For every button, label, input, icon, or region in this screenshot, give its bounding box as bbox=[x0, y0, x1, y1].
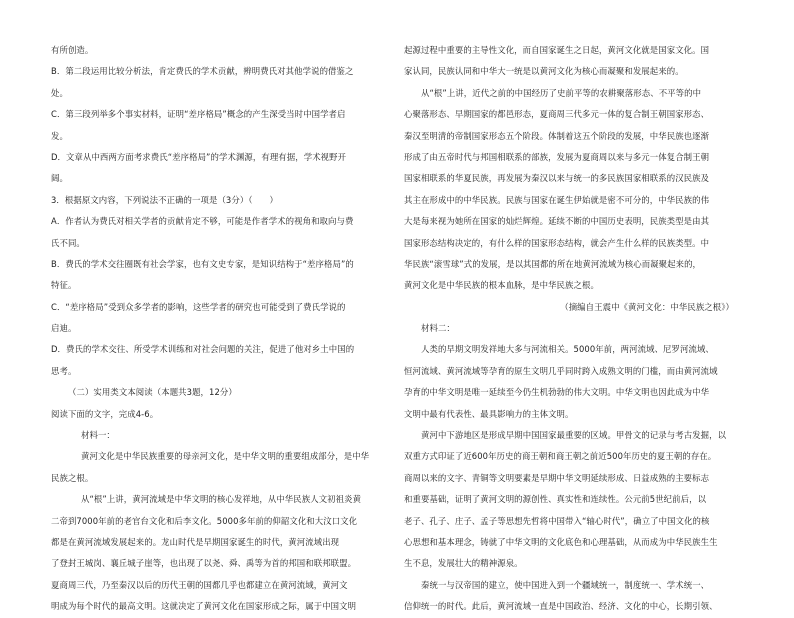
text-line: A．作者认为费氏对相关学者的贡献肯定不够，可能是作者学术的视角和取向与费 bbox=[51, 216, 354, 227]
text-line: 孕育的中华文明是唯一延续至今仍生机勃勃的伟大文明。中华文明也因此成为中华 bbox=[404, 387, 710, 398]
text-line: 国家形态结构决定的，有什么样的国家形态结构，就会产生什么样的民族类型。中 bbox=[404, 237, 710, 248]
text-line: 黄河文化是中华民族重要的母亲河文化，是中华文明的重要组成部分，是中华 bbox=[81, 451, 370, 462]
text-line: 生不息，发展壮大的精神源泉。 bbox=[404, 558, 523, 569]
text-line: （摘编自王震中《黄河文化：中华民族之根》） bbox=[560, 301, 734, 312]
text-line: 心思想和基本理念，铸就了中华文明的文化底色和心理基础，从而成为中华民族生生 bbox=[404, 536, 718, 547]
text-line: 商周以来的文字、青铜等文明要素是早期中华文明延续形成、日益成熟的主要标志 bbox=[404, 472, 710, 483]
text-line: 发。 bbox=[51, 130, 68, 141]
right-column bbox=[404, 40, 756, 618]
text-line: C．第三段列举多个事实材料，证明“差序格局”概念的产生深受当时中国学者启 bbox=[51, 109, 346, 120]
text-line: 都是在黄河流域发展起来的。龙山时代是早期国家诞生的时代，黄河流域出现 bbox=[51, 536, 340, 547]
text-line: 材料一： bbox=[81, 430, 115, 441]
text-line: 夏商周三代，乃至秦汉以后的历代王朝的国都几乎也都建立在黄河流域，黄河文 bbox=[51, 579, 348, 590]
text-line: 秦统一与汉帝国的建立，使中国进入到一个疆域统一，制度统一、学术统一、 bbox=[421, 579, 710, 590]
text-line: （二）实用类文本阅读（本题共3题，12分） bbox=[68, 387, 237, 398]
text-line: 明成为每个时代的最高文明。这就决定了黄河文化在国家形成之际，属于中国文明 bbox=[51, 601, 357, 612]
text-line: 大是每来视为她所在国家的灿烂辉煌。延续不断的中国历史表明，民族类型是由其 bbox=[404, 216, 710, 227]
text-line: B．费氏的学术交往圈既有社会学家，也有文史专家，是知识结构于“差序格局”的 bbox=[51, 258, 354, 269]
text-line: 了登封王城岗、襄丘城子崖等，也出现了以尧、舜、禹等为首的邦国和联邦联盟。 bbox=[51, 558, 357, 569]
text-line: 3．根据原文内容，下列说法不正确的一项是（3分）（ ） bbox=[51, 194, 279, 205]
text-line: 文明中最有代表性、最具影响力的主体文明。 bbox=[404, 408, 574, 419]
text-line: 氏不同。 bbox=[51, 237, 85, 248]
text-line: 信仰统一的时代。此后，黄河流域一直是中国政治、经济、文化的中心，长期引领、 bbox=[404, 601, 718, 612]
text-line: 其主在形成中的中华民族。民族与国家在诞生伊始就是密不可分的，中华民族的伟 bbox=[404, 194, 710, 205]
text-line: 有所创造。 bbox=[51, 45, 94, 55]
text-line: 起源过程中重要的主导性文化，而自国家诞生之日起，黄河文化就是国家文化。国 bbox=[404, 45, 710, 55]
text-line: 二帝到7000年前的老官台文化和后李文化。5000多年前的仰韶文化和大汶口文化 bbox=[51, 515, 358, 526]
left-column bbox=[51, 40, 403, 618]
text-line: D．费氏的学术交往、所受学术训练和对社会问题的关注，促进了他对乡土中国的 bbox=[51, 344, 355, 355]
text-line: 老子、孔子、庄子、孟子等思想先哲将中国带入“轴心时代”，确立了中国文化的核 bbox=[404, 515, 710, 526]
text-line: 心聚落形态、早期国家的都邑形态，夏商周三代多元一体的复合制王朝国家形态、 bbox=[404, 109, 710, 120]
text-line: D．文章从中西两方面考求费氏“差序格局”的学术渊源，有理有据，学术视野开 bbox=[51, 151, 347, 162]
text-line: 国家相联系的华夏民族，再发展为秦汉以来与统一的多民族国家相联系的汉民族及 bbox=[404, 173, 710, 184]
text-line: 启迪。 bbox=[51, 323, 77, 334]
text-line: 黄河文化是中华民族的根本血脉，是中华民族之根。 bbox=[404, 280, 599, 291]
text-line: 和重要基础，证明了黄河文明的源创性、真实性和连续性。公元前5世纪前后，以 bbox=[404, 494, 707, 505]
text-line: 秦汉至明清的帝制国家形态五个阶段。体制着这五个阶段的发展，中华民族也逐渐 bbox=[404, 130, 710, 141]
text-line: 家认同，民族认同和中华大一统是以黄河文化为核心而凝聚和发展起来的。 bbox=[404, 66, 684, 77]
text-line: 阔。 bbox=[51, 173, 68, 184]
text-line: 华民族“滚雪球”式的发展，是以其国都的所在地黄河流域为核心而凝聚起来的， bbox=[404, 258, 702, 269]
text-line: 黄河中下游地区是形成早期中国国家最重要的区域。甲骨文的记录与考古发掘，以 bbox=[421, 430, 727, 441]
text-line: 阅读下面的文字，完成4-6。 bbox=[51, 408, 159, 419]
text-line: B．第二段运用比较分析法，肯定费氏的学术贡献，辨明费氏对其他学说的借鉴之 bbox=[51, 66, 354, 77]
text-line: 民族之根。 bbox=[51, 472, 94, 483]
text-line: 思考。 bbox=[51, 365, 77, 376]
text-line: 人类的早期文明发祥地大多与河流相关。5000年前，两河流域、尼罗河流域、 bbox=[421, 344, 714, 355]
text-line: 形成了由五帝时代与邦国相联系的部族，发展为夏商周以来与多元一体复合制王朝 bbox=[404, 151, 710, 162]
text-line: C．“差序格局”受到众多学者的影响，这些学者的研究也可能受到了费氏学说的 bbox=[51, 301, 346, 312]
text-line: 处。 bbox=[51, 87, 68, 98]
text-line: 从“根”上讲，黄河流域是中华文明的核心发祥地，从中华民族人文初祖炎黄 bbox=[81, 494, 362, 505]
text-line: 恒河流域、黄河流域等孕育的原生文明几乎同时跨入成熟文明的门槛，而由黄河流域 bbox=[404, 365, 718, 376]
text-line: 材料二： bbox=[421, 323, 455, 334]
text-line: 特征。 bbox=[51, 280, 77, 291]
text-line: 双重方式印证了近600年历史的商王朝和商王朝之前近500年历史的夏王朝的存在。 bbox=[404, 451, 717, 462]
text-line: 从“根”上讲，近代之前的中国经历了史前平等的农耕聚落形态、不平等的中 bbox=[421, 87, 702, 98]
